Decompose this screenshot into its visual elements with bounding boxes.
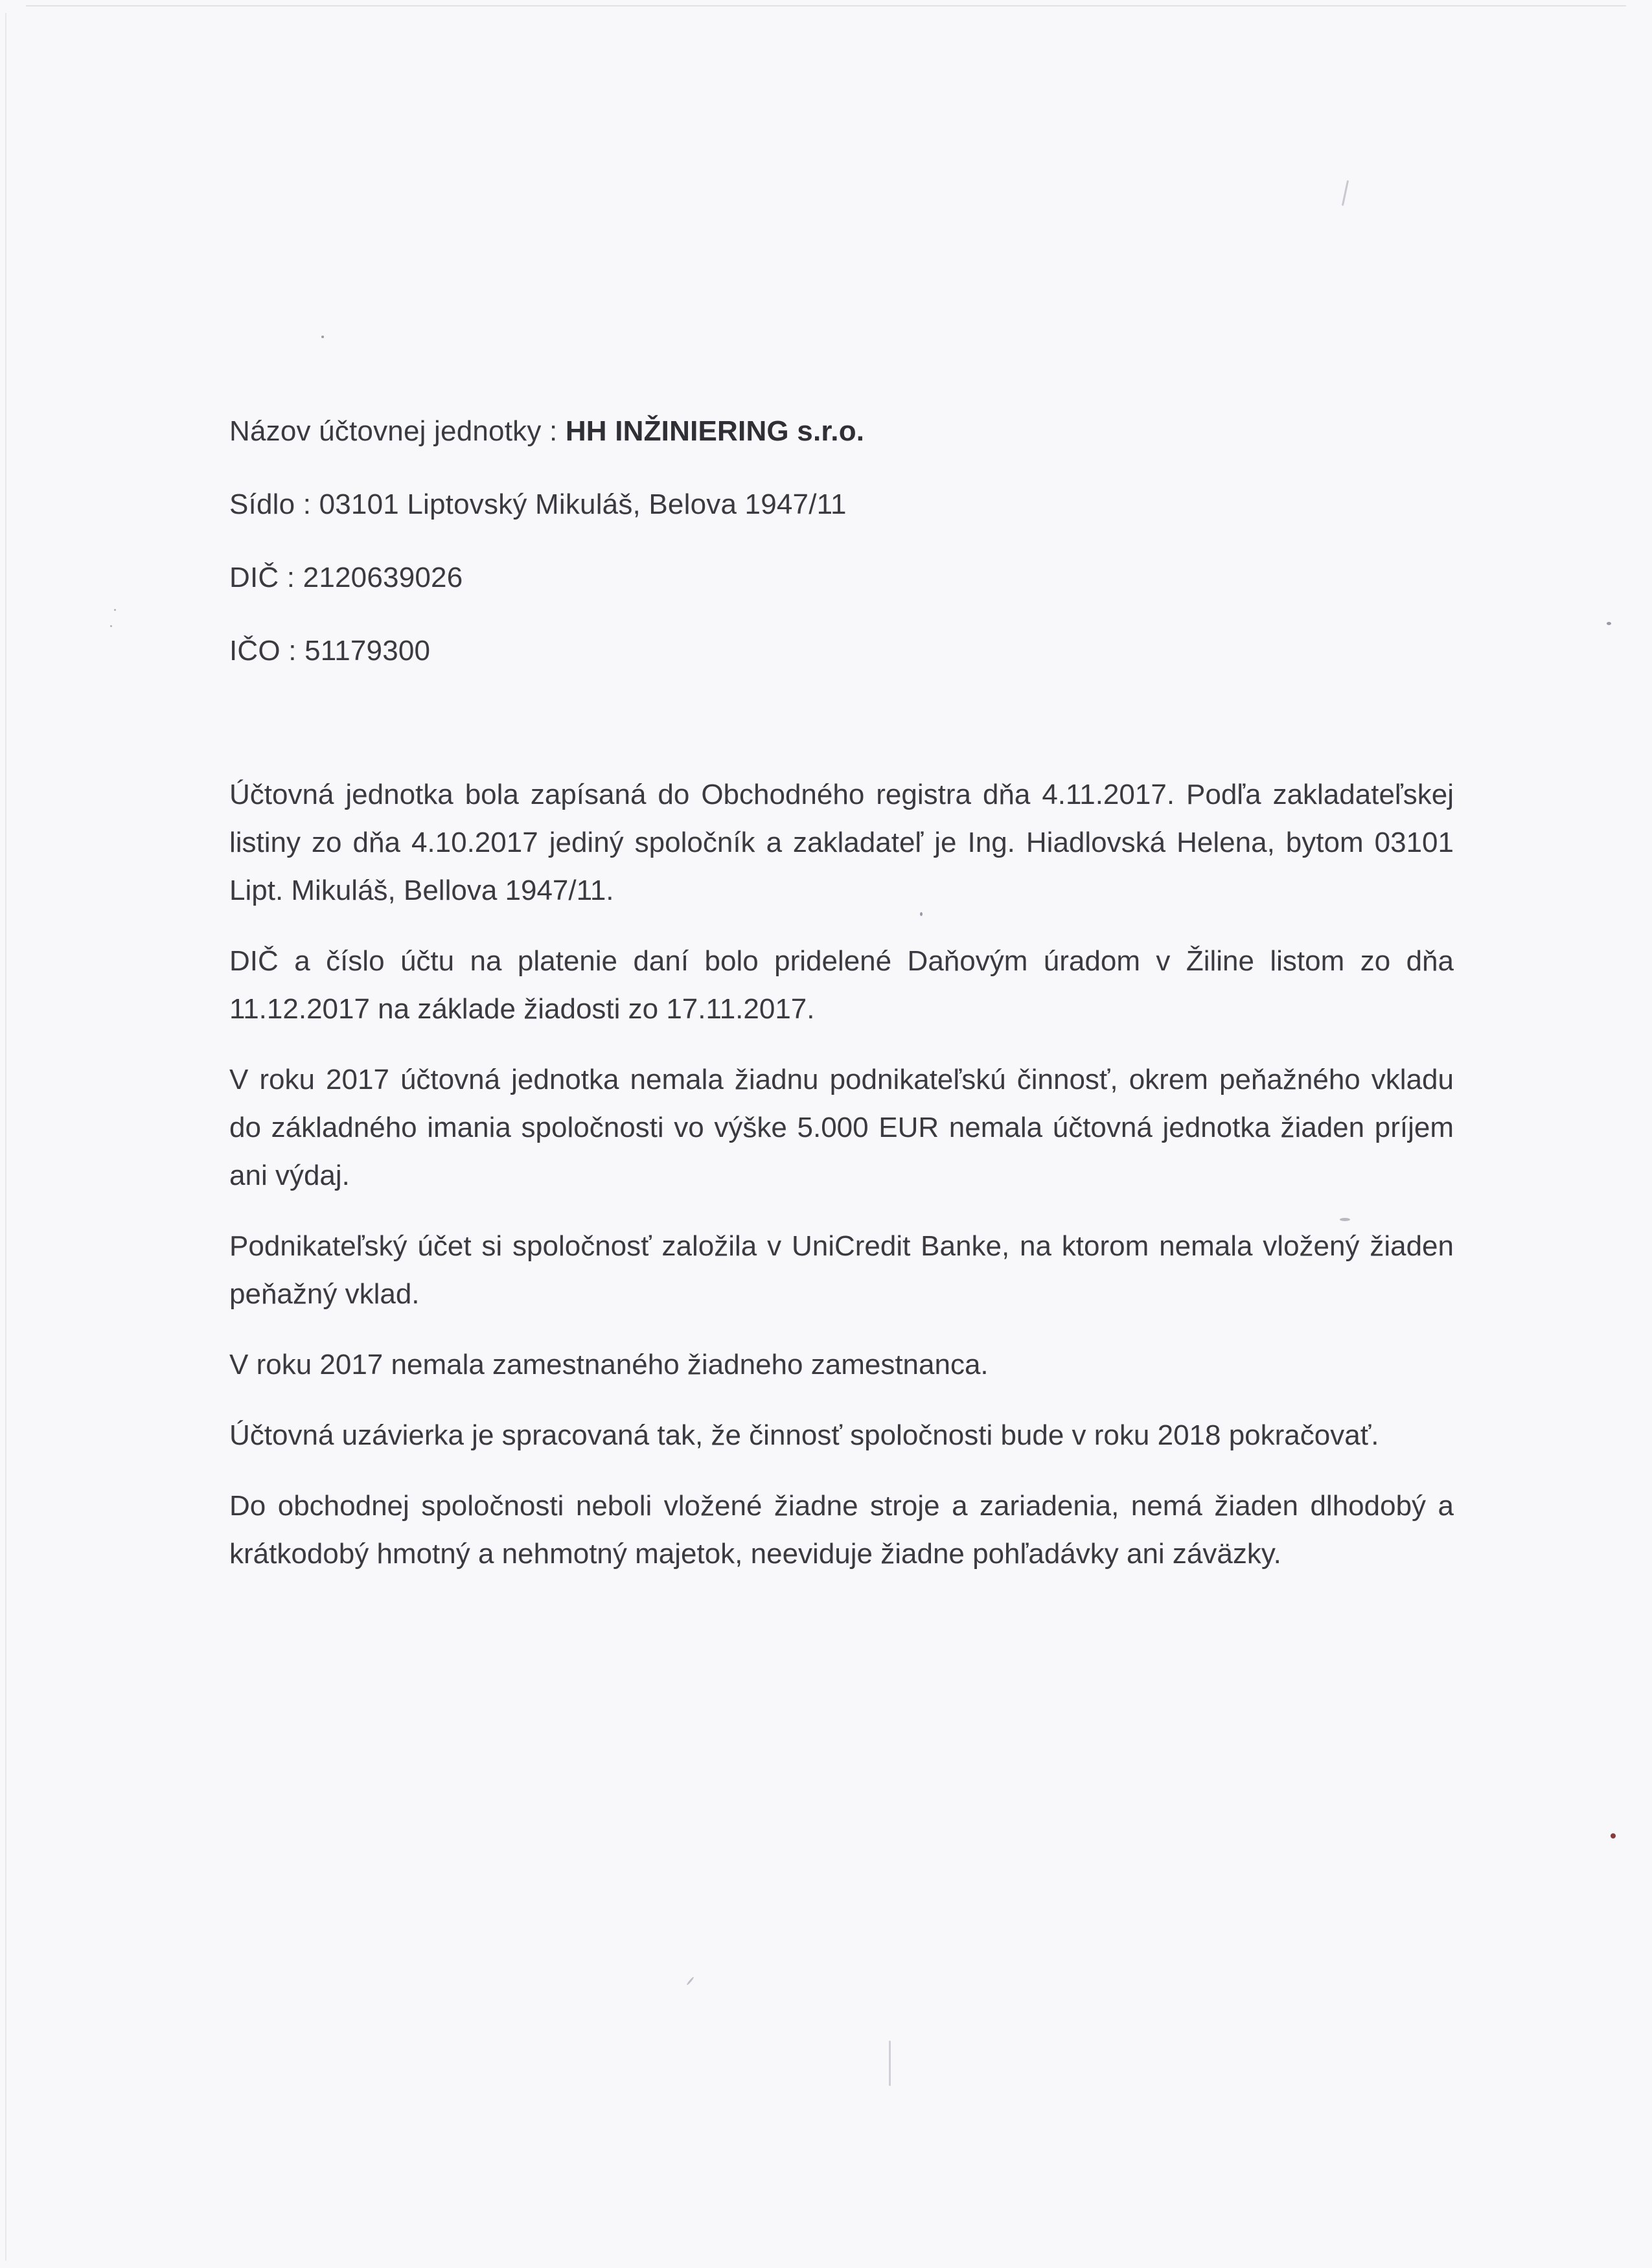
entity-dic-label: DIČ : <box>229 562 295 593</box>
paragraph-bank-account: Podnikateľský účet si spoločnosť založila v UniCredit Banke, na ktorom nemala vložený žiaden peňažný vklad. <box>229 1230 1454 1310</box>
entity-name-value: HH INŽINIERING s.r.o. <box>565 415 865 447</box>
paragraph-assets: Do obchodnej spoločnosti neboli vložené žiadne stroje a zariadenia, nemá žiaden dlhodobý a krátkodobý hmotný a nehmotný majetok, neeviduje žiadne pohľadávky ani záväzky. <box>229 1490 1454 1570</box>
page-edge-top <box>26 5 1626 6</box>
scan-speck <box>1342 180 1349 206</box>
scan-speck <box>114 609 116 611</box>
page-edge-left <box>5 13 6 2261</box>
entity-seat-line <box>229 488 1460 561</box>
entity-dic-line <box>229 561 1460 634</box>
paragraph-registration: Účtovná jednotka bola zapísaná do Obchodného registra dňa 4.11.2017. Podľa zakladateľskej listiny zo dňa 4.10.2017 jediný spoločník a zakladateľ je Ing. Hiadlovská Helena, bytom 03101 Lipt. Mikuláš, Bellova 1947/11. <box>229 779 1454 906</box>
scan-speck <box>110 625 112 627</box>
entity-seat-value: 03101 Liptovský Mikuláš, Belova 1947/11 <box>319 488 847 520</box>
scan-speck <box>321 336 324 338</box>
scan-speck <box>1607 622 1611 625</box>
entity-name-label: Názov účtovnej jednotky : <box>229 415 558 447</box>
entity-name-line <box>229 415 1460 488</box>
scan-speck <box>889 2041 891 2086</box>
entity-dic-value: 2120639026 <box>303 562 463 593</box>
scan-speck <box>1611 1833 1616 1838</box>
entity-ico-label: IČO : <box>229 635 297 667</box>
document-header <box>229 415 1460 707</box>
entity-ico-value: 51179300 <box>304 635 431 667</box>
paragraph-employees: V roku 2017 nemala zamestnaného žiadneho zamestnanca. <box>229 1349 989 1380</box>
entity-seat-label: Sídlo : <box>229 488 312 520</box>
entity-ico-line <box>229 634 1460 707</box>
document-body <box>229 771 1454 1601</box>
paragraph-activity: V roku 2017 účtovná jednotka nemala žiadnu podnikateľskú činnosť, okrem peňažného vkladu do základného imania spoločnosti vo výške 5.000 EUR nemala účtovná jednotka žiaden príjem ani výdaj. <box>229 1064 1454 1191</box>
scan-speck <box>686 1976 694 1986</box>
paragraph-tax-office: DIČ a číslo účtu na platenie daní bolo pridelené Daňovým úradom v Žiline listom zo dňa 11.12.2017 na základe žiadosti zo 17.11.2017. <box>229 945 1454 1025</box>
paragraph-going-concern: Účtovná uzávierka je spracovaná tak, že činnosť spoločnosti bude v roku 2018 pokračovať. <box>229 1419 1379 1451</box>
